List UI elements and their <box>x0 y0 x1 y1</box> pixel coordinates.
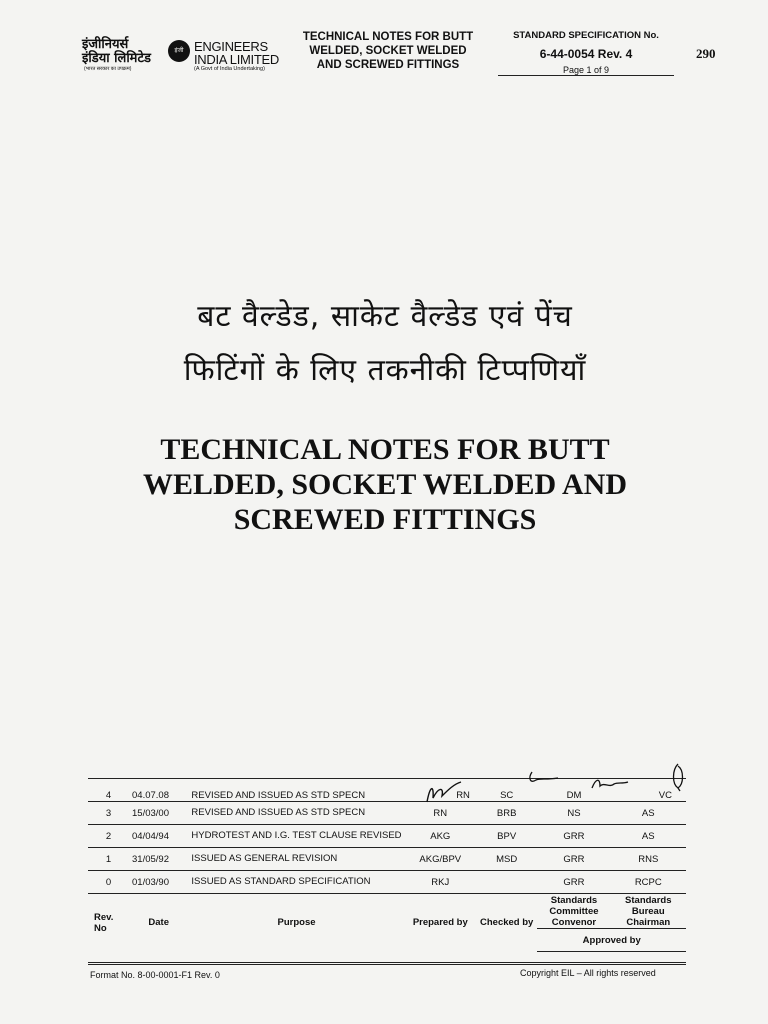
prepared-cell: RN <box>405 779 476 802</box>
logo-hindi-line1: इंजीनियर्स <box>82 37 129 52</box>
convenor-cell: GRR <box>537 825 610 848</box>
prepared-cell: RKJ <box>405 871 476 894</box>
english-title-line3: SCREWED FITTINGS <box>233 503 537 536</box>
logo-subtitle-hindi: (भारत सरकार का उपक्रम) <box>84 66 132 72</box>
signature-prepared <box>424 780 464 808</box>
header-title <box>290 30 486 72</box>
date-cell: 31/05/92 <box>129 848 188 871</box>
english-title <box>80 432 690 537</box>
hindi-title <box>80 290 690 398</box>
purpose-cell: REVISED AND ISSUED AS STD SPECN <box>188 802 404 825</box>
hindi-title-line1: बट वैल्डेड, साकेट वैल्डेड एवं पेंच <box>197 299 573 334</box>
checked-cell: SC <box>476 779 537 802</box>
rev-cell: 2 <box>88 825 129 848</box>
english-title-line2: WELDED, SOCKET WELDED AND <box>142 468 627 501</box>
convenor-cell: NS <box>537 802 610 825</box>
date-cell: 15/03/00 <box>129 802 188 825</box>
footer-rule <box>88 964 686 965</box>
rev-cell: 4 <box>88 779 129 802</box>
checked-cell: BPV <box>476 825 537 848</box>
chairman-cell: RNS <box>611 848 686 871</box>
signature-checked <box>524 770 560 792</box>
spec-label: STANDARD SPECIFICATION No. <box>513 30 659 41</box>
header-title-line1: TECHNICAL NOTES FOR BUTT <box>302 31 474 43</box>
convenor-cell: GRR <box>537 848 610 871</box>
col-header-rev: Rev. No <box>94 911 114 934</box>
spec-number: 6-44-0054 Rev. 4 <box>539 47 633 61</box>
footer-rule-top <box>88 962 686 963</box>
company-logo <box>82 38 282 74</box>
header-title-line3: AND SCREWED FITTINGS <box>316 59 460 71</box>
table-row <box>88 848 686 871</box>
purpose-cell: REVISED AND ISSUED AS STD SPECN <box>188 779 404 802</box>
rev-cell: 0 <box>88 871 129 894</box>
checked-cell <box>476 871 537 894</box>
chairman-cell: AS <box>611 825 686 848</box>
convenor-cell: GRR <box>537 871 610 894</box>
logo-english-text <box>194 40 279 66</box>
signature-convenor <box>590 776 630 792</box>
prepared-cell: AKG <box>405 825 476 848</box>
chairman-cell: RCPC <box>611 871 686 894</box>
purpose-cell: ISSUED AS STANDARD SPECIFICATION <box>188 871 404 894</box>
table-row <box>88 871 686 894</box>
date-cell: 04.07.08 <box>129 779 188 802</box>
approved-by-label: Approved by <box>537 929 686 952</box>
col-header-purpose: Purpose <box>277 916 316 928</box>
rev-cell: 1 <box>88 848 129 871</box>
signature-chairman <box>668 762 690 792</box>
chairman-cell: AS <box>611 802 686 825</box>
prepared-cell: AKG/BPV <box>405 848 476 871</box>
checked-cell: MSD <box>476 848 537 871</box>
purpose-cell: ISSUED AS GENERAL REVISION <box>188 848 404 871</box>
page-indicator: Page 1 of 9 <box>562 65 610 75</box>
chairman-cell: VC <box>611 779 686 802</box>
col-header-prepared: Prepared by <box>412 917 468 929</box>
logo-hindi-line2: इंडिया लिमिटेड <box>82 51 151 66</box>
format-number: Format No. 8-00-0001-F1 Rev. 0 <box>90 970 220 980</box>
convenor-cell: DM <box>537 779 610 802</box>
logo-hindi-text <box>82 38 151 66</box>
english-title-line1: TECHNICAL NOTES FOR BUTT <box>160 433 610 466</box>
table-row <box>88 825 686 848</box>
col-header-date: Date <box>148 917 169 929</box>
header-title-line2: WELDED, SOCKET WELDED <box>309 45 467 57</box>
hindi-title-line2: फिटिंगों के लिए तकनीकी टिप्पणियाँ <box>183 353 587 388</box>
date-cell: 04/04/94 <box>129 825 188 848</box>
logo-english-line2: INDIA LIMITED <box>194 52 279 67</box>
revision-table <box>88 778 686 952</box>
logo-subtitle-english: (A Govt of India Undertaking) <box>194 66 265 72</box>
rev-cell: 3 <box>88 802 129 825</box>
copyright-notice: Copyright EIL – All rights reserved <box>520 968 656 978</box>
eil-emblem-icon: इंजी <box>168 40 190 62</box>
prepared-cell: RN <box>405 802 476 825</box>
col-header-convenor: Standards Committee Convenor <box>537 894 610 929</box>
header-rule <box>498 75 674 76</box>
date-cell: 01/03/90 <box>129 871 188 894</box>
spec-block <box>498 30 674 75</box>
logo-english-line1: ENGINEERS <box>194 39 268 54</box>
table-row <box>88 802 686 825</box>
col-header-checked: Checked by <box>480 917 534 929</box>
checked-cell: BRB <box>476 802 537 825</box>
purpose-cell: HYDROTEST AND I.G. TEST CLAUSE REVISED <box>188 825 404 848</box>
col-header-chairman: Standards Bureau Chairman <box>611 894 686 929</box>
table-header-row <box>88 894 686 929</box>
page-number: 290 <box>696 46 716 61</box>
